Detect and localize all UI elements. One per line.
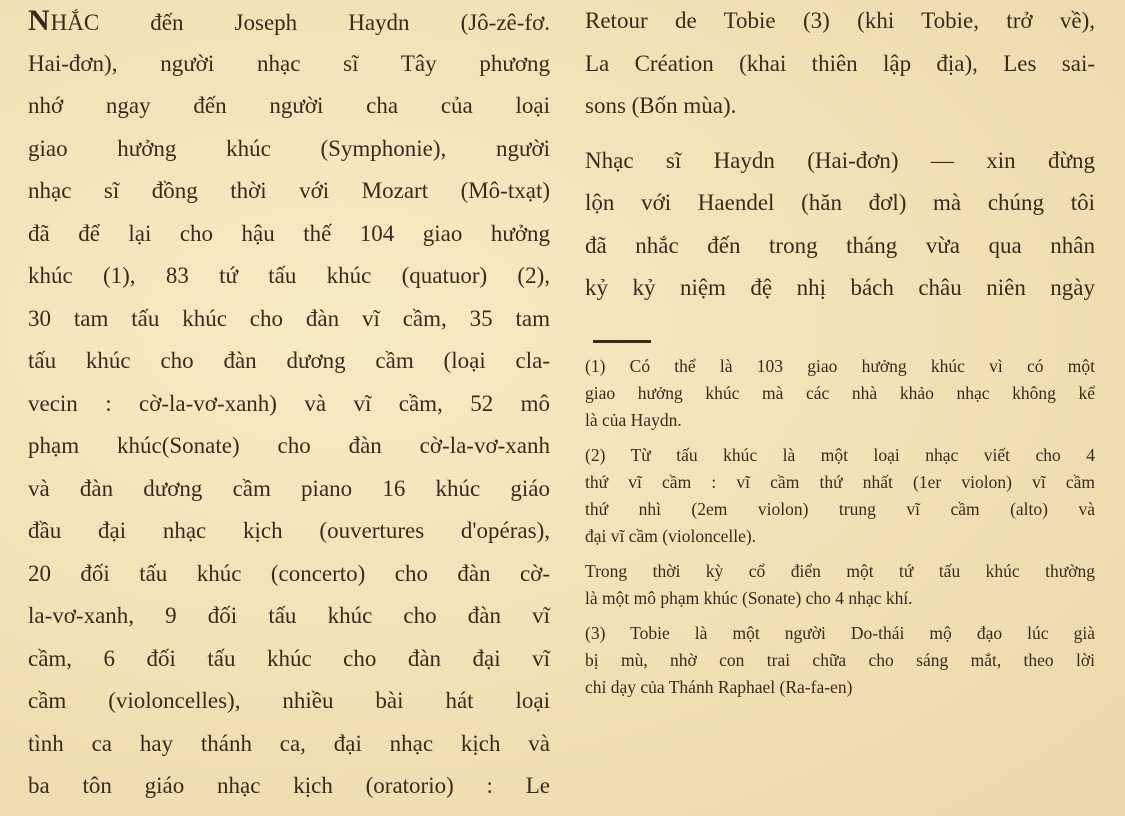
footnote-line: thứ nhì (2em violon) trung vĩ cầm (alto) và [585,498,1095,519]
text-line: và đàn dương cầm piano 16 khúc giáo [28,475,550,501]
text-line: đã để lại cho hậu thế 104 giao hưởng [28,220,550,246]
footnote-line: đại vĩ cầm (violoncelle). [585,525,757,546]
text-line: cầm, 6 đối tấu khúc cho đàn đại vĩ [28,645,550,671]
text-line: Hai-đơn), người nhạc sĩ Tây phương [28,50,550,76]
drop-cap: N [28,4,51,37]
footnote-line: là một mô phạm khúc (Sonate) cho 4 nhạc khí. [585,587,913,608]
footnote-line: là của Haydn. [585,409,682,430]
footnote-1 [585,353,1095,434]
text-line: đầu đại nhạc kịch (ouvertures d'opéras), [28,518,550,543]
footnote-line: (3) Tobie là một người Do-thái mộ đạo lúc già [585,622,1095,643]
text-line: La Création (khai thiên lập địa), Les sai- [585,50,1095,76]
paragraph [585,140,1095,310]
text-line: khúc (1), 83 tứ tấu khúc (quatuor) (2), [28,263,550,288]
footnote-line: (1) Có thể là 103 giao hưởng khúc vì có một [585,355,1095,376]
text-line: 30 tam tấu khúc cho đàn vĩ cầm, 35 tam [28,305,550,331]
text-line: nhớ ngay đến người cha của loại [28,93,550,118]
text-line: sons (Bốn mùa). [585,93,737,118]
left-column [28,0,550,808]
footnote-line: chỉ dạy của Thánh Raphael (Ra-fa-en) [585,676,853,697]
text-line: ba tôn giáo nhạc kịch (oratorio) : Le [28,773,550,798]
footnote-2 [585,442,1095,550]
footnote-divider [593,340,651,343]
text-line: cầm (violoncelles), nhiều bài hát loại [28,688,550,713]
right-column [585,0,1095,701]
text-line: la-vơ-xanh, 9 đối tấu khúc cho đàn vĩ [28,603,550,628]
text-line: kỷ kỷ niệm đệ nhị bách châu niên ngày [585,275,1095,300]
text-line: lộn với Haendel (hăn đơl) mà chúng tôi [585,190,1095,215]
text-line: tình ca hay thánh ca, đại nhạc kịch và [28,730,550,756]
text-line: đã nhắc đến trong tháng vừa qua nhân [585,232,1095,258]
text-line: phạm khúc(Sonate) cho đàn cờ-la-vơ-xanh [28,433,550,458]
text-line: nhạc sĩ đồng thời với Mozart (Mô-txạt) [28,178,550,203]
text-line: NHẮC đến Joseph Haydn (Jô-zê-fơ. [28,4,550,37]
footnote-line: giao hưởng khúc mà các nhà khảo nhạc không kể [585,382,1095,403]
footnote-3 [585,620,1095,701]
text-line: 20 đối tấu khúc (concerto) cho đàn cờ- [28,560,550,586]
text-line: Nhạc sĩ Haydn (Hai-đơn) — xin đừng [585,147,1095,173]
footnote-2-continuation [585,558,1095,612]
footnote-line: (2) Từ tấu khúc là một loại nhạc viết cho 4 [585,444,1095,465]
text-line: tấu khúc cho đàn dương cầm (loại cla- [28,348,550,373]
text-line: Retour de Tobie (3) (khi Tobie, trở về), [585,8,1095,33]
footnote-line: thứ vĩ cầm : vĩ cầm thứ nhất (1er violon) vĩ cầm [585,471,1095,492]
text-line: giao hưởng khúc (Symphonie), người [28,135,550,161]
text-line: vecin : cờ-la-vơ-xanh) và vĩ cầm, 52 mô [28,390,550,416]
footnote-line: bị mù, nhờ con trai chữa cho sáng mắt, theo lời [585,649,1095,670]
footnote-line: Trong thời kỳ cổ điển một tứ tấu khúc thường [585,560,1095,581]
